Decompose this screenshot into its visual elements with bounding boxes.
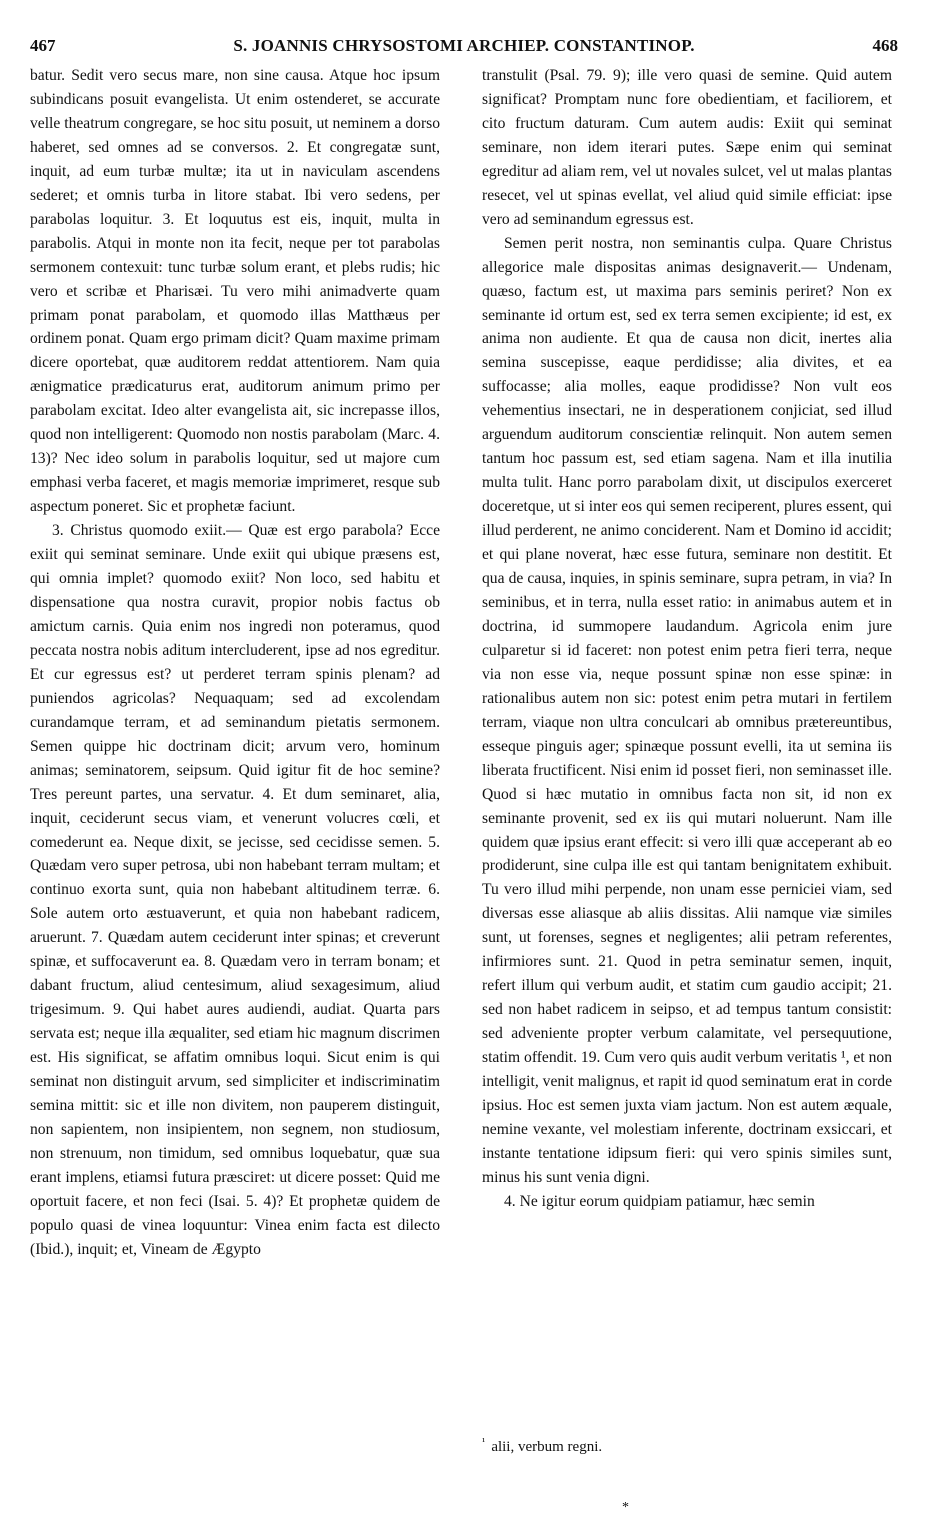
paragraph: Semen perit nostra, non seminantis culpa. Quare Christus allegorice male dispositas animas designaverit.— Undenam, quæso, factum est, ut maxima pars seminis periret? Non ex seminante id ortum est, sed ex terra semen excipiente; id est, ex anima non audiente. Et qua de causa non dicit, inertes alia semina suscepisse, eaque perdidisse; alia divites, et ea suffocasse; alia molles, eaque prodidisse? Non vult eos vehementius insectari, ne in desperationem conjiciat, sed illud arguendum auditorum conscientiæ relinquit. Non autem semen tantum hoc passum est, sed etiam sagena. Nam et illa inutilia multa tulit. Hanc porro parabolam dixit, ut discipulos exerceret doceretque, ut si inter eos qui semen reciperent, plures essent, qui illud perderent, ne animo conciderent. Nam et Domino id accidit; et qui plane noverat, hæc esse futura, seminare non destitit. Et qua de causa, inquies, in spinis seminare, supra petram, in via? In seminibus, et in terra, nulla esset ratio: in animabus autem et in doctrina, id summopere laudandum. Agricola enim jure culparetur si id faceret: non potest enim petra fieri terra, neque via non esse via, neque possunt spinæ non esse spinæ: in rationalibus autem non sic: potest enim petra mutari in fertilem terram, viaque non ultra conculcari ab omnibus prætereuntibus, esseque pinguis ager; spinæque possunt evelli, ita ut semina iis liberata fructificent. Nisi enim id posset fieri, non seminasset ille. Quod si hæc mutatio in omnibus facta non sit, id non ex seminante provenit, sed ex iis qui mutari noluerunt. Nam ille quidem quæ ipsius erant effecit: si vero illi quæ acceperant ab eo prodiderunt, sine culpa ille est qui tantam benignitatem exhibuit. Tu vero illud mihi perpende, non unam esse perniciei viam, sed diversas esse aliasque ab aliis dissitas. Alii namque viæ similes sunt, ut forenses, segnes et negligentes; alii petram referentes, infirmiores sunt. 21. Quod in petra seminatur semen, inquit, refert illum qui verbum audit, et statim cum gaudio accipit; 21. sed non habet radicem in seipso, et ad tempus tantum consistit: sed adveniente propter verbum calamitate, vel persequutione, statim offendit. 19. Cum vero quis audit verbum veritatis ¹, et non intelligit, venit malignus, et rapit id quod seminatum erat in corde ipsius. Hoc est semen juxta viam jactum. Non est autem æquale, nemine vexante, vel molestiam inferente, doctrinam exsiccari, et instante tentatione idipsum fieri: qui vero spinis similes sunt, minus his sunt venia digni.: [482, 234, 892, 1186]
paragraph: transtulit (Psal. 79. 9); ille vero quasi de semine. Quid autem significat? Promptam nunc fore obedientiam, et faciliorem, et cito fructum daturam. Cum autem audis: Exiit qui seminat seminare, non idem iterari putes. Sæpe enim qui seminat egreditur ad aliam rem, vel ut novales sulcet, vel ut malas plantas resecet, vel ut spinas evellat, vel aliud quid simile efficiat: ipse vero ad seminandum egressus est.: [482, 67, 892, 228]
page-number-right: 468: [872, 36, 898, 55]
page-ornament: *: [622, 1500, 629, 1515]
paragraph: batur. Sedit vero secus mare, non sine causa. Atque hoc ipsum subindicans posuit evangelista. Ut enim ostenderet, se accurate velle theatrum congregare, se hoc situ posuit, ut neminem a dorso haberet, sed omnes ad se conversos. 2. Et congregatæ sunt, inquit, ad eum turbæ multæ; ita ut in naviculam ascendens sederet; et omnis turba in litore stabat. Ibi vero sedens, per parabolas loquitur. 3. Et loquutus est eis, inquit, multa in parabolis. Atqui in monte non ita fecit, neque per tot parabolas sermonem contexuit: tunc turbæ solum erant, et plebs rudis; hic vero et scribæ et Pharisæi. Tu vero mihi animadverte quam primam ponat parabolam, et quomodo illas Matthæus per ordinem ponat. Quam ergo primam dicit? Quam maxime primam dicere oportebat, quæ auditorem reddat attentiorem. Nam quia ænigmatice prædicaturus erat, auditorum animum primo per parabolam excitat. Ideo alter evangelista ait, sic increpasse illos, quod non intelligerent: Quomodo non nostis parabolam (Marc. 4. 13)? Nec ideo solum in parabolis loquitur, sed ut majore cum emphasi verba faceret, et magis memoriæ imprimeret, resque sub aspectum poneret. Sic et prophetæ faciunt.: [30, 67, 440, 516]
left-column: [30, 64, 440, 1262]
running-title: S. JOANNIS CHRYSOSTOMI ARCHIEP. CONSTANTINOP.: [233, 36, 695, 55]
paragraph: 3. Christus quomodo exiit.— Quæ est ergo parabola? Ecce exiit qui seminat seminare. Unde exiit qui ubique præsens est, qui omnia implet? quomodo exiit? Non loco, sed habitu et dispensatione qua nostra curavit, propior nobis factus ob amictum carnis. Quia enim nos ingredi non poteramus, quod peccata nostra nobis aditum intercluderent, ipse ad nos egreditur. Et cur egressus est? ut perderet terram spinis plenam? ad puniendos agricolas? Nequaquam; sed ad excolendam curandamque terram, et ad seminandum pietatis sermonem. Semen quippe hic doctrinam dicit; arvum vero, hominum animas; seminatorem, seipsum. Quid igitur fit de hoc semine? Tres pereunt partes, una servatur. 4. Et dum seminaret, alia, inquit, ceciderunt secus viam, et venerunt volucres cœli, et comederunt ea. Neque dixit, se jecisse, sed cecidisse semen. 5. Quædam vero super petrosa, ubi non habebant terram multam; et continuo exorta sunt, quia non habebant altitudinem terræ. 6. Sole autem orto æstuaverunt, et quia non habebant radicem, aruerunt. 7. Quædam autem ceciderunt inter spinas; et creverunt spinæ, et suffocaverunt ea. 8. Quædam vero in terram bonam; et dabant fructum, aliud centesimum, aliud sexagesimum, aliud trigesimum. 9. Qui habet aures audiendi, audiat. Quarta pars servata est; neque illa æqualiter, sed etiam hic magnum discrimen est. His significat, se affatim omnibus loqui. Sicut enim is qui seminat non distinguit arvum, sed simpliciter et indiscriminatim semina mittit: sic et ille non divitem, non pauperem distinguit, non sapientem, non insipientem, non segnem, non studiosum, non strenuum, non timidum, sed omnibus loquebatur, quæ sua erant implens, etiamsi futura præsciret: ut dicere posset: Quid me oportuit facere, et non feci (Isai. 5. 4)? Et prophetæ quidem de populo quasi de vinea loquuntur: Vinea enim facta est dilecto (Ibid.), inquit; et, Vineam de Ægypto: [30, 522, 440, 1258]
footnote: [482, 1432, 892, 1457]
footnote-mark: ¹: [482, 1436, 486, 1448]
page-number-left: 467: [30, 36, 56, 55]
footnote-text: alii, verbum regni.: [491, 1439, 603, 1455]
right-column: [482, 64, 892, 1214]
paragraph: 4. Ne igitur eorum quidpiam patiamur, hæc semin: [504, 1192, 815, 1210]
page-header: [30, 36, 898, 58]
